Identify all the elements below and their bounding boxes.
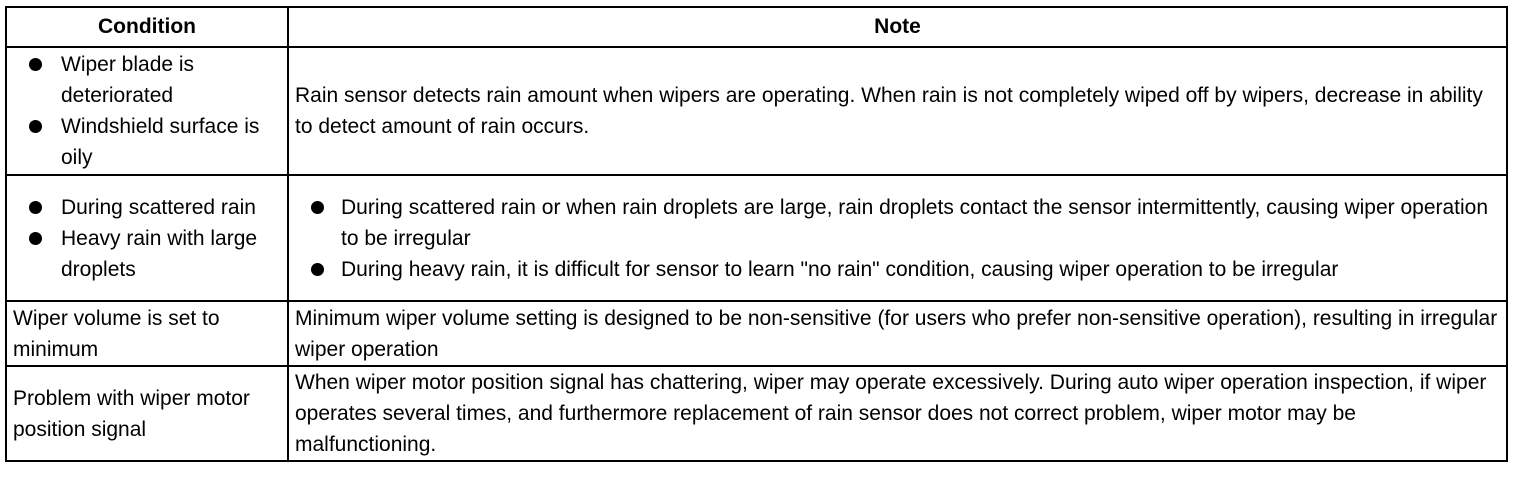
- table-row: [6, 366, 1507, 461]
- bullet-icon: [29, 120, 42, 133]
- condition-cell: Wiper volume is set to minimum: [6, 301, 288, 366]
- list-item: [295, 192, 1500, 254]
- list-item: [15, 49, 281, 111]
- header-condition: Condition: [6, 7, 288, 47]
- note-text: During scattered rain or when rain droplets are large, rain droplets contact the sensor intermittently, causing wiper operation to be irregular: [341, 195, 1489, 250]
- bullet-icon: [29, 58, 42, 71]
- note-list: [295, 192, 1500, 285]
- note-cell: Rain sensor detects rain amount when wipers are operating. When rain is not completely wiped off by wipers, decrease in ability to detect amount of rain occurs.: [288, 47, 1507, 175]
- condition-note-table: [5, 6, 1508, 462]
- condition-text: Windshield surface is oily: [61, 115, 260, 169]
- condition-cell: Problem with wiper motor position signal: [6, 366, 288, 461]
- list-item: [295, 254, 1500, 285]
- bullet-icon: [311, 263, 324, 276]
- condition-text: During scattered rain: [61, 195, 256, 219]
- condition-cell: [6, 175, 288, 301]
- header-note: Note: [288, 7, 1507, 47]
- header-row: [6, 7, 1507, 47]
- table-row: [6, 175, 1507, 301]
- bullet-icon: [29, 201, 42, 214]
- list-item: [15, 192, 281, 223]
- condition-text: Wiper blade is deteriorated: [61, 53, 195, 107]
- note-cell: [288, 175, 1507, 301]
- note-cell: When wiper motor position signal has chattering, wiper may operate excessively. During auto wiper operation inspection, if wiper operates several times, and furthermore replacement of rain sensor does not correct problem, wiper motor may be malfunctioning.: [288, 366, 1507, 461]
- note-text: During heavy rain, it is difficult for sensor to learn "no rain" condition, causing wiper operation to be irregular: [341, 257, 1339, 281]
- condition-cell: [6, 47, 288, 175]
- condition-list: [15, 192, 281, 285]
- list-item: [15, 223, 281, 285]
- bullet-icon: [29, 232, 42, 245]
- list-item: [15, 111, 281, 173]
- table-row: [6, 301, 1507, 366]
- condition-text: Heavy rain with large droplets: [61, 226, 258, 281]
- condition-list: [15, 49, 281, 173]
- bullet-icon: [311, 201, 324, 214]
- table-row: [6, 47, 1507, 175]
- note-cell: Minimum wiper volume setting is designed to be non-sensitive (for users who prefer non-sensitive operation), resulting in irregular wiper operation: [288, 301, 1507, 366]
